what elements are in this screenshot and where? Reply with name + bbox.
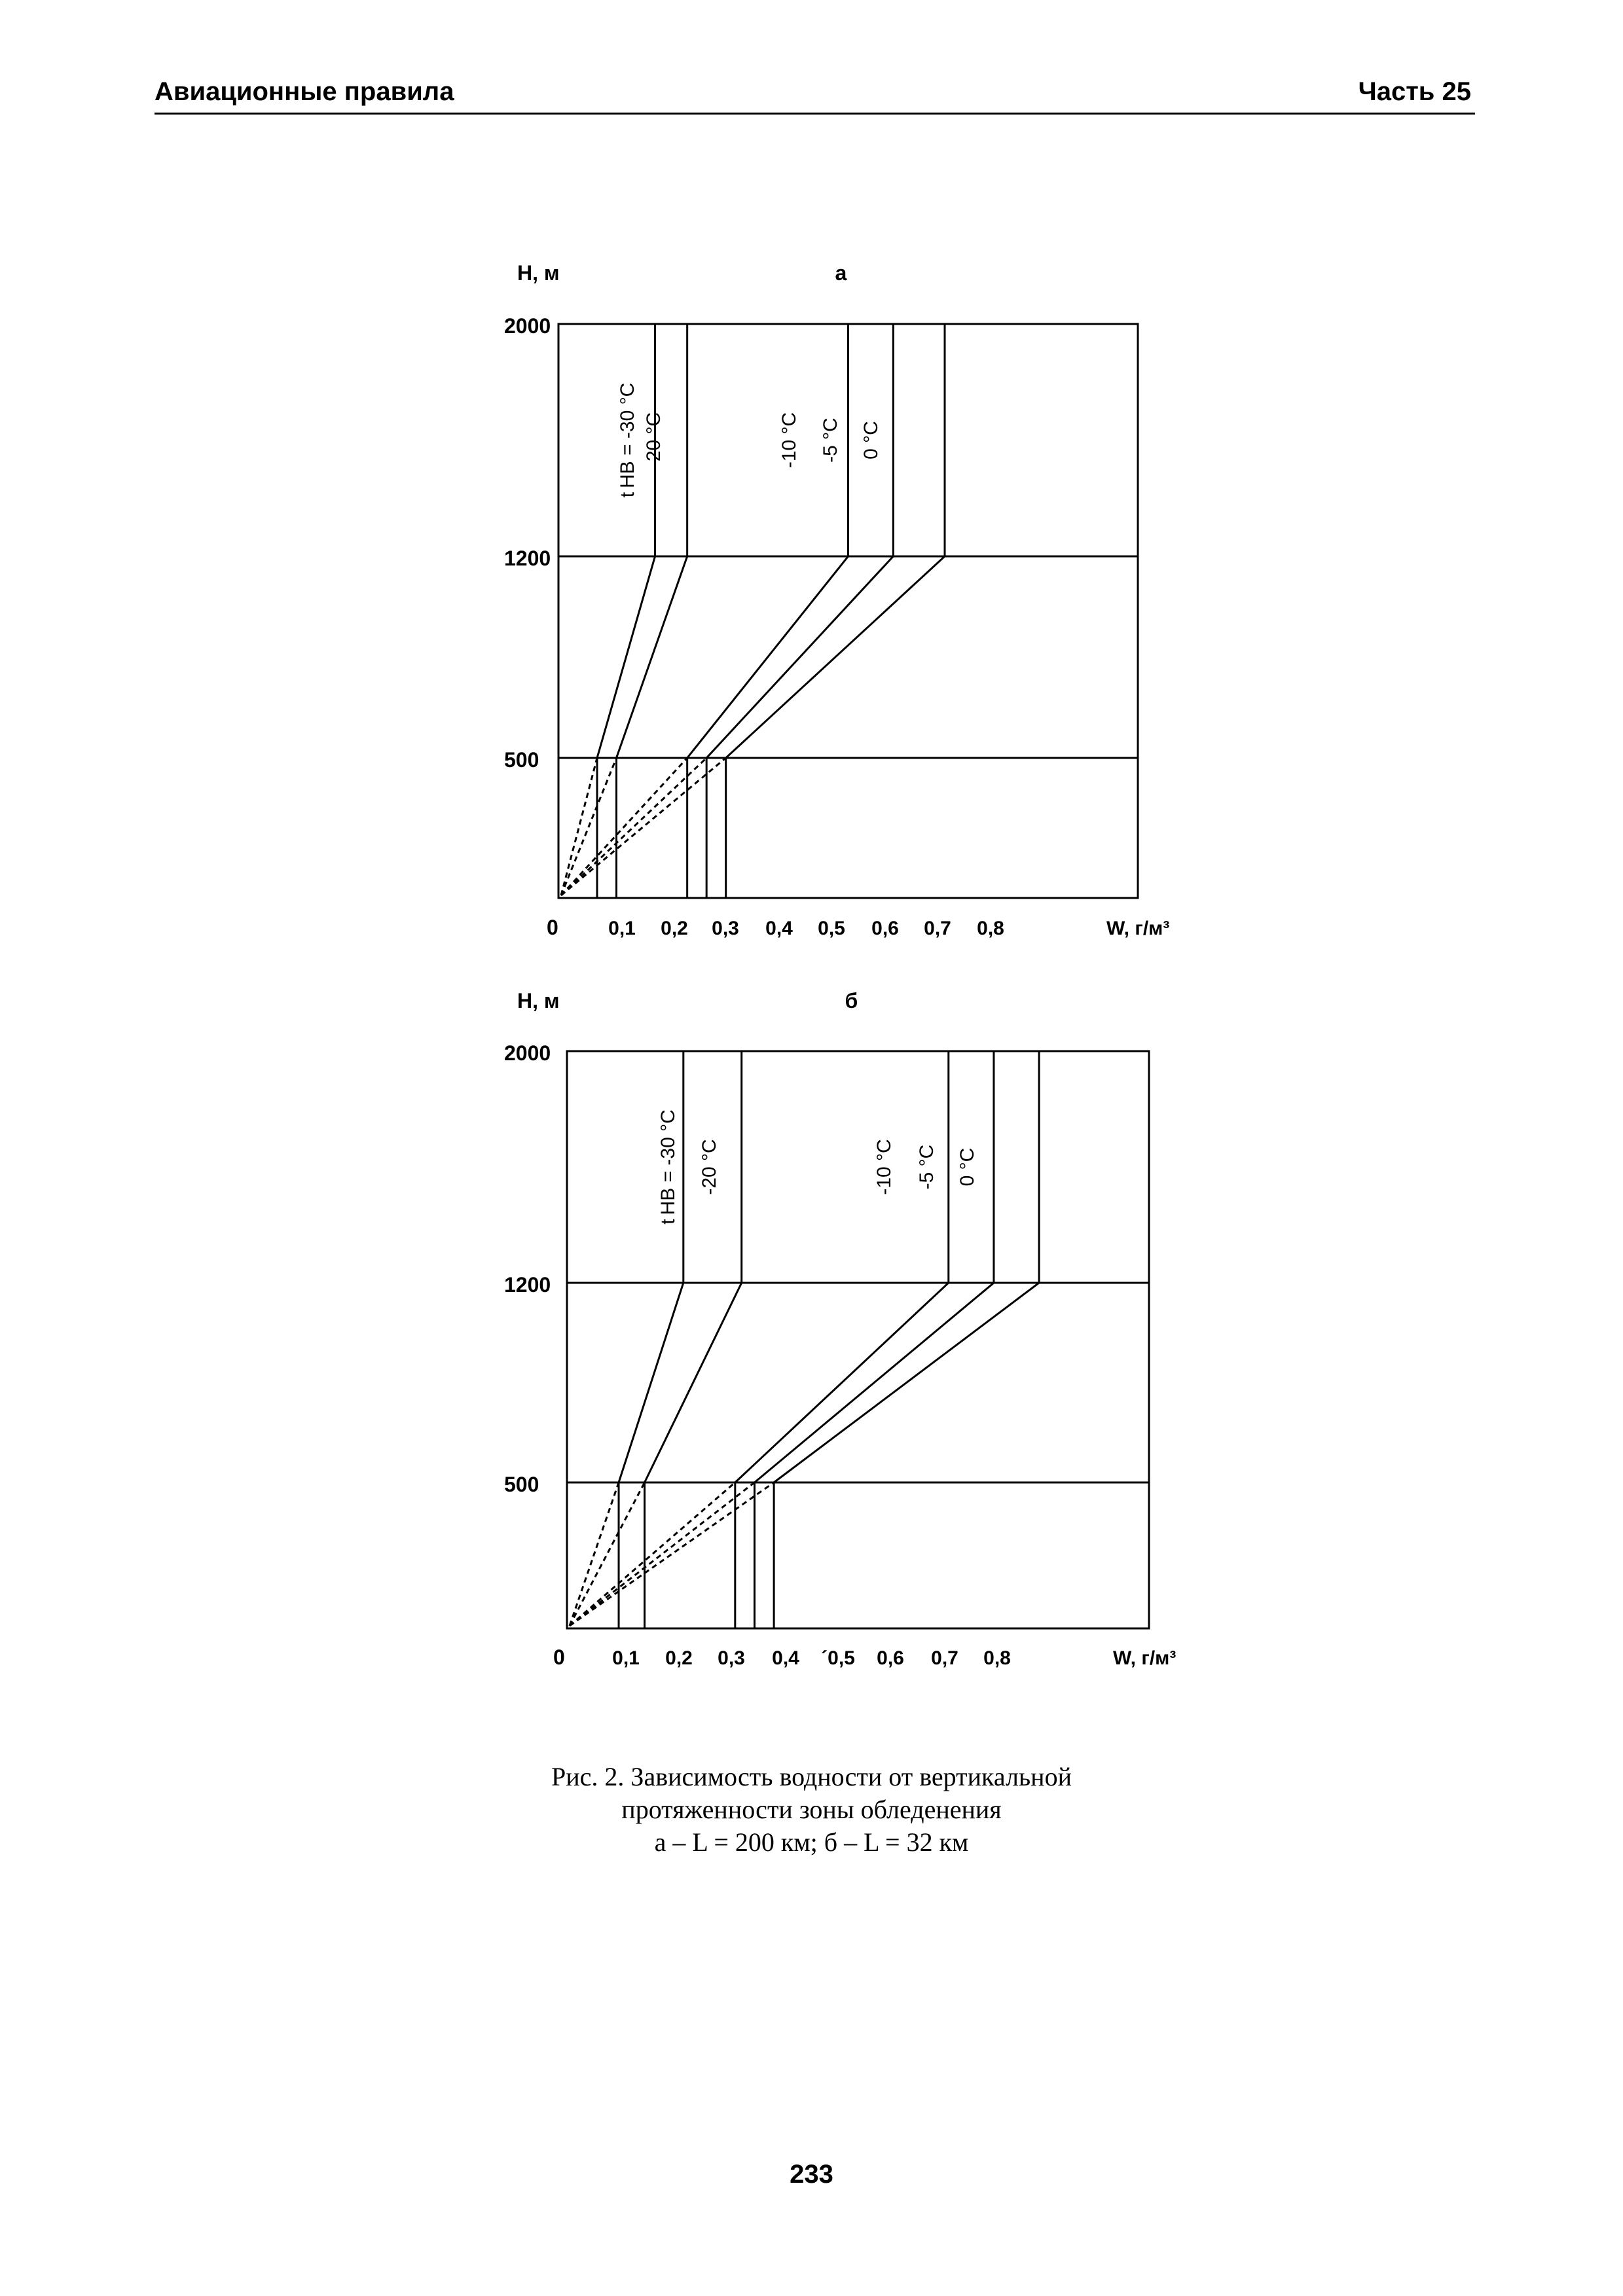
series-dashed [561,758,597,895]
caption-line-2: протяженности зоны обледенения [621,1795,1002,1824]
x-tick-label: 0,7 [931,1647,958,1669]
y-axis-title: Н, м [517,261,560,285]
y-tick-label: 2000 [504,314,551,338]
x-tick-label: 0,6 [871,918,899,939]
curve-label: 0 °С [957,1147,978,1187]
x-tick-label: 0,6 [877,1647,904,1669]
curve-label: -10 °С [873,1139,895,1195]
caption-line-3: а – L = 200 км; б – L = 32 км [654,1827,969,1857]
series-line [726,324,945,758]
x-tick-label: 0,1 [608,918,636,939]
series-dashed [561,758,726,895]
x-tick-label: 0,1 [612,1647,640,1669]
curve-label: -5 °С [916,1144,938,1190]
origin-label: 0 [547,916,558,939]
x-tick-label: 0,4 [772,1647,799,1669]
x-tick-label: 0,2 [665,1647,693,1669]
x-tick-label: ´0,5 [821,1647,855,1669]
panel-label: а [835,261,847,285]
series-dashed [561,758,687,895]
series-dashed [570,1482,645,1626]
y-axis-title: Н, м [517,989,560,1013]
series-line [774,1051,1039,1482]
panel-label: б [845,989,858,1013]
x-axis-title: W, г/м³ [1106,918,1170,939]
curve-label: 0 °С [860,421,882,459]
series-line [754,1051,993,1482]
series-dashed [570,1482,774,1626]
x-tick-label: 0,5 [818,918,845,939]
y-tick-label: 2000 [504,1041,551,1065]
curve-label: -20 °С [699,1139,720,1195]
x-tick-label: 0,7 [924,918,951,939]
series-dashed [570,1482,754,1626]
y-tick-label: 1200 [504,1273,551,1297]
x-tick-label: 0,3 [718,1647,745,1669]
chart-a [504,261,1169,939]
curve-label: -20 °С [643,412,665,469]
y-tick-label: 500 [504,1473,539,1496]
running-header-title: Авиационные правила [155,77,454,106]
series-dashed [561,758,706,895]
y-tick-label: 1200 [504,547,551,570]
series-line [735,1051,949,1482]
x-tick-label: 0,4 [765,918,793,939]
figure-caption [0,1761,1623,1859]
series-line [706,324,893,758]
caption-line-1: Рис. 2. Зависимость водности от вертикальной [551,1762,1072,1791]
curve-label: t НВ = -30 °С [657,1109,679,1225]
y-tick-label: 500 [504,748,539,772]
curve-label: -10 °С [778,412,800,469]
curve-label: -5 °С [820,418,841,463]
x-tick-label: 0,3 [712,918,739,939]
page-number: 233 [790,2160,833,2189]
x-axis-title: W, г/м³ [1113,1647,1176,1669]
x-tick-label: 0,2 [661,918,688,939]
plot-frame [567,1051,1149,1628]
curve-label: t НВ = -30 °С [617,382,638,498]
origin-label: 0 [553,1645,565,1669]
x-tick-label: 0,8 [983,1647,1011,1669]
running-header-part: Часть 25 [1358,77,1471,106]
chart-b [504,989,1176,1669]
x-tick-label: 0,8 [977,918,1004,939]
series-dashed [561,758,617,895]
